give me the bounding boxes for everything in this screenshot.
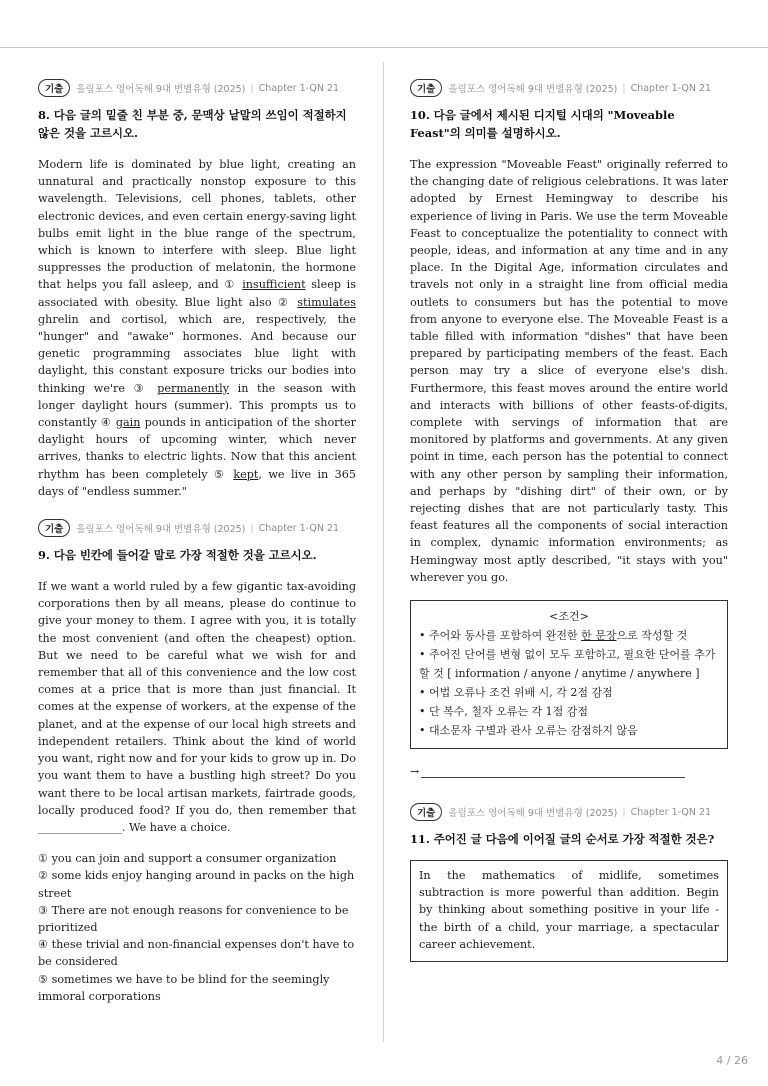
underlined-word-1: insufficient	[242, 278, 306, 292]
question-9-title: 9. 다음 빈칸에 들어갈 말로 가장 적절한 것을 고르시오.	[38, 548, 317, 563]
tag-separator: |	[622, 82, 626, 94]
question-10-passage: The expression "Moveable Feast" originally referred to the changing date of religious celebrations. It was later adopted by Ernest Hemingway to describe his experience of living in Paris. We use the term Moveable Feast to conceptualize the potentiality to connect with people, ideas, and information at any time and in any place. In the Digital Age, information circulates and travels not only in a straight line from official media outlets to consumers but has the potential to move from anyone to everyone else. The Moveable Feast is a table filled with information "dishes" that have been prepared by participating members of the feast. Each person may try a slice of everyone else's dish. Furthermore, this feast moves around the entire world and interacts with billions of other feasts-of-digits, complete with servings of information that are monitored by platforms and governments. At any given point in time, each person has the potential to connect with any other person by sampling their information, and perhaps by "dishing dirt" of their own, or by rejecting dishes that are not particularly tasty. This feast features all the components of social interaction in complex, dynamic information environments; as Hemingway most aptly described, "it stays with you" wherever you go.	[410, 158, 728, 584]
page-number: 4 / 26	[716, 1054, 748, 1067]
question-10-title: 10. 다음 글에서 제시된 디지털 시대의 "Moveable Feast"의 의미를 설명하시오.	[410, 108, 675, 140]
option-2[interactable]: ② some kids enjoy hanging around in packs on the high street	[38, 869, 355, 900]
question-11-title: 11. 주어진 글 다음에 이어질 글의 순서로 가장 적절한 것은?	[410, 832, 715, 847]
option-4[interactable]: ④ these trivial and non-financial expenses don't have to be considered	[38, 938, 355, 969]
left-column	[38, 78, 356, 1005]
question-8-passage: Modern life is dominated by blue light, creating an unnatural and practically nonstop exposure to this wavelength. Televisions, cell phones, tablets, other electronic devices, and even certain energy-saving light bulbs emit light in the blue range of the spectrum, which is known to interfere with sleep. Blue light suppresses the production of melatonin, the hormone that helps you fall asleep, and ① insufficient sleep is associated with obesity. Blue light also ② stimulates ghrelin and cortisol, which are, respectively, the "hunger" and "awake" hormones. And because our genetic programming associates blue light with daylight, this constant exposure tricks our bodies into thinking we're ③ permanently in the season with longer daylight hours (summer). This prompts us to constantly ④ gain pounds in anticipation of the shorter daylight hours of upcoming winter, which never arrives, thanks to electric lights. Now that this ancient rhythm has been completely ⑤ kept, we live in 365 days of "endless summer."	[38, 158, 357, 498]
condition-5: • 대소문자 구별과 관사 오류는 감점하지 않음	[419, 724, 638, 738]
underlined-word-5: kept	[233, 467, 259, 481]
source-tag	[410, 802, 728, 822]
source-title: 올림포스 영어독해 9대 변별유형 (2025)	[76, 524, 246, 536]
source-title: 올림포스 영어독해 9대 변별유형 (2025)	[76, 84, 246, 95]
source-tag	[38, 78, 356, 98]
underlined-word-4: gain	[115, 416, 141, 430]
tag-separator: |	[622, 806, 626, 818]
answer-blank[interactable]	[421, 767, 685, 778]
given-passage-box: In the mathematics of midlife, sometimes subtraction is more powerful than addition. Begin by thinking about something positive in your life - the birth of a child, your marriage, a spectacular career achievement.	[410, 860, 728, 962]
conditions-title: <조건>	[549, 610, 589, 624]
column-divider	[383, 62, 384, 1042]
source-tag	[38, 518, 356, 538]
source-title: 올림포스 영어독해 9대 변별유형 (2025)	[448, 808, 618, 820]
header-rule	[0, 47, 768, 48]
chapter-label: Chapter 1-QN 21	[630, 806, 712, 818]
option-5[interactable]: ⑤ sometimes we have to be blind for the seemingly immoral corporations	[38, 972, 330, 1003]
underlined-word-3: permanently	[157, 381, 230, 395]
condition-4: • 단 복수, 철자 오류는 각 1점 감점	[419, 705, 588, 719]
conditions-box	[410, 600, 728, 749]
question-9-options	[38, 850, 356, 1005]
option-1[interactable]: ① you can join and support a consumer organization	[38, 852, 337, 866]
option-3[interactable]: ③ There are not enough reasons for convenience to be prioritized	[38, 903, 349, 934]
arrow-icon: →	[410, 765, 420, 779]
condition-2: • 주어진 단어를 변형 없이 모두 포함하고, 필요한 단어를 추가할 것 [ information / anyone / anytime / anywhere ]	[419, 648, 716, 681]
question-8-title: 8. 다음 글의 밑줄 친 부분 중, 문맥상 낱말의 쓰임이 적절하지 않은 것을 고르시오.	[38, 108, 347, 140]
tag-separator: |	[250, 522, 254, 534]
exam-badge: 기출	[410, 79, 442, 97]
right-column	[410, 78, 728, 962]
answer-line[interactable]	[410, 765, 728, 778]
chapter-label: Chapter 1-QN 21	[258, 82, 340, 94]
condition-1: • 주어와 동사를 포함하여 완전한 한 문장으로 작성할 것	[419, 629, 688, 643]
exam-badge: 기출	[38, 519, 70, 537]
underlined-word-2: stimulates	[297, 295, 356, 309]
condition-underline: 한 문장	[581, 629, 617, 643]
exam-badge: 기출	[38, 79, 70, 97]
source-tag	[410, 78, 728, 98]
chapter-label: Chapter 1-QN 21	[258, 522, 340, 534]
condition-3: • 어법 오류나 조건 위배 시, 각 2점 감점	[419, 686, 613, 700]
question-9-passage: If we want a world ruled by a few gigantic tax-avoiding corporations then by all means, please do continue to give your money to them. I agree with you, it is totally the most convenient (and often the cheapest) option. But we need to be careful what we wish for and remember that all of this convenience and the low cost comes at a price that is more than just financial. It comes at the expense of workers, at the expense of the planet, and at the expense of our local high streets and independent retailers. Think about the kind of world you want, right now and for your kids to grow up in. Do you want them to have a bustling high street? Do you want there to be local artisan markets, fairtrade goods, locally produced food? If you do, then remember that _______________. We have a choice.	[38, 580, 356, 834]
source-title: 올림포스 영어독해 9대 변별유형 (2025)	[448, 84, 618, 95]
tag-separator: |	[250, 82, 254, 94]
exam-badge: 기출	[410, 803, 442, 821]
chapter-label: Chapter 1-QN 21	[630, 82, 712, 94]
